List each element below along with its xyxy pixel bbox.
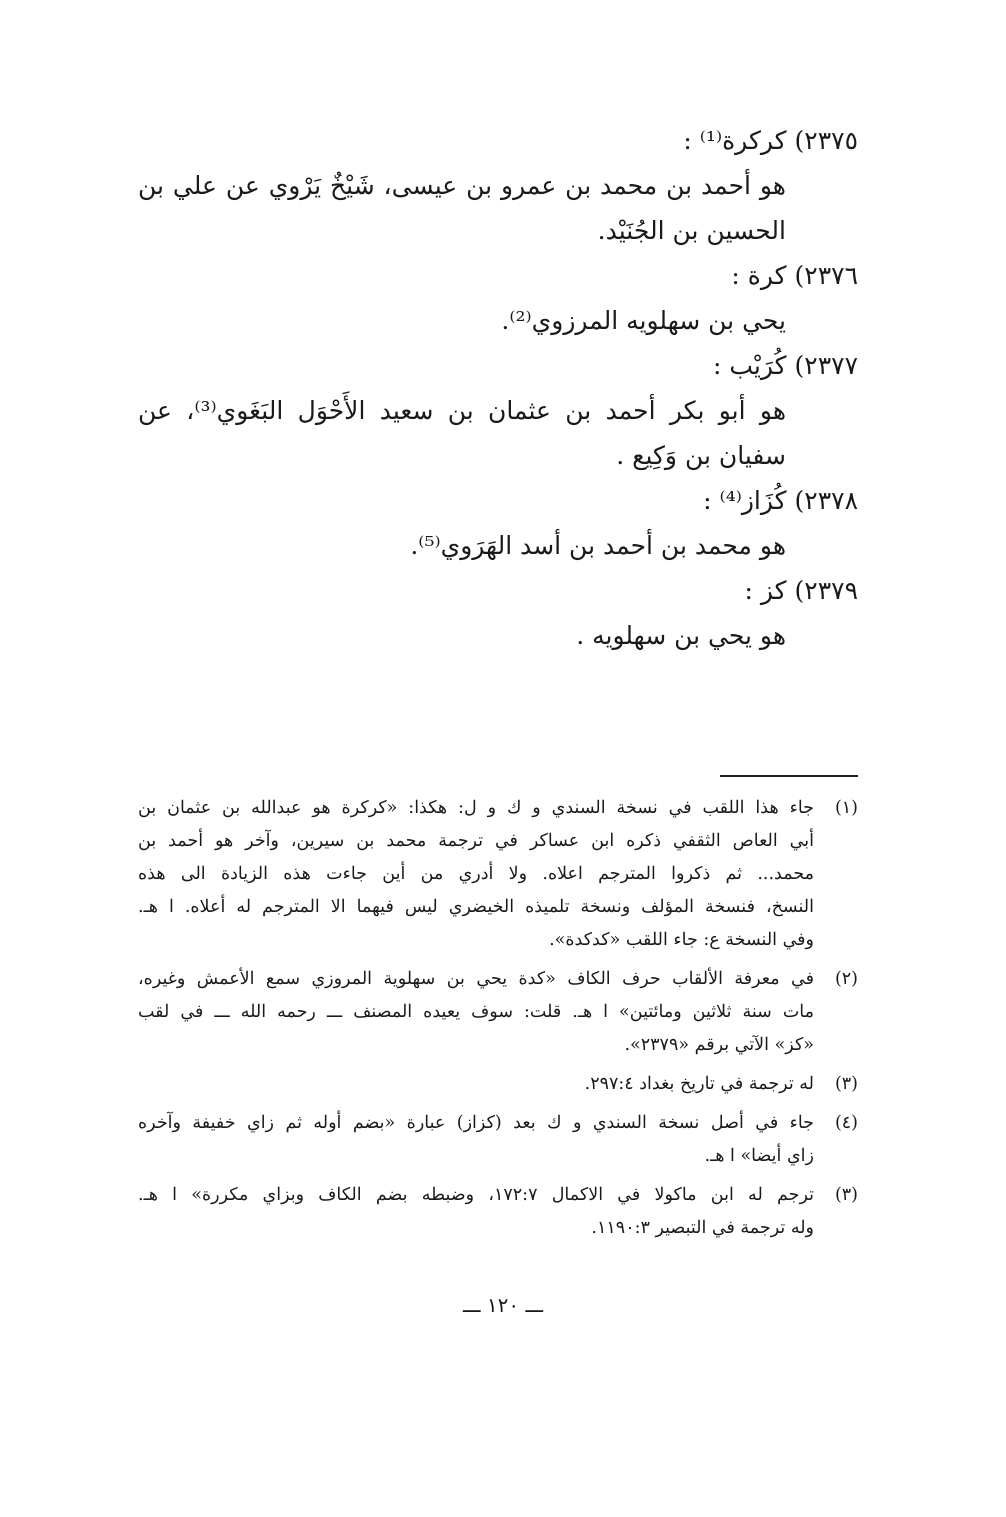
footnote-line: زاي أيضا» ا هـ. <box>704 1146 814 1166</box>
footnote-marker: (٣) <box>834 1185 858 1205</box>
page-number: ـــ ١٢٠ ـــ <box>462 1293 544 1317</box>
entry-heading: ٢٣٧٥) كركرة⁽¹⁾ : <box>683 126 858 155</box>
entry <box>138 253 858 343</box>
entry-heading: ٢٣٧٨) كُزَاز⁽⁴⁾ : <box>703 486 858 515</box>
footnote-line: في معرفة الألقاب حرف الكاف «كدة يحي بن سهلوية المروزي سمع الأعمش وغيره، <box>138 969 814 989</box>
entry-line: الحسين بن الجُنَيْد. <box>597 216 786 245</box>
entry-text <box>138 163 858 253</box>
footnote-line: «كز» الآتي برقم «٢٣٧٩». <box>624 1035 814 1055</box>
entry-line: هو يحي بن سهلويه . <box>576 621 786 650</box>
entry-line: سفيان بن وَكِيع . <box>616 441 786 470</box>
entry-text <box>138 298 858 343</box>
footnotes-list <box>138 792 858 1251</box>
footnote-marker: (٤) <box>834 1113 858 1133</box>
entry <box>138 118 858 253</box>
footnote <box>138 963 858 1062</box>
footnote <box>138 1068 858 1101</box>
entry-text <box>138 388 858 478</box>
footnote <box>138 1107 858 1173</box>
footnote-line: ترجم له ابن ماكولا في الاكمال ١٧٢:٧، وضبطه بضم الكاف وبزاي مكررة» ا هـ. <box>138 1185 814 1205</box>
footnote-marker: (٢) <box>834 969 858 989</box>
footnote-marker: (٣) <box>834 1074 858 1094</box>
footnote-marker: (١) <box>834 798 858 818</box>
footnote <box>138 1179 858 1245</box>
entry <box>138 478 858 568</box>
entry-line: هو أبو بكر أحمد بن عثمان بن سعيد الأَحْوَل البَغَوي⁽³⁾، عن <box>138 396 787 425</box>
footnote-line: أبي العاص الثقفي ذكره ابن عساكر في ترجمة محمد بن سيرين، وآخر هو أحمد بن <box>138 831 814 851</box>
footnote-line: له ترجمة في تاريخ بغداد ٢٩٧:٤. <box>584 1074 814 1094</box>
entry-line: هو محمد بن أحمد بن أسد الهَرَوي⁽⁵⁾. <box>410 531 786 560</box>
footnote-line: وفي النسخة ع: جاء اللقب «كدكدة». <box>549 930 814 950</box>
entry <box>138 568 858 658</box>
entry-heading: ٢٣٧٧) كُرَيْب : <box>713 351 858 380</box>
entry-line: هو أحمد بن محمد بن عمرو بن عيسى، شَيْخٌ يَرْوي عن علي بن <box>138 171 786 200</box>
footnote-divider <box>720 775 858 777</box>
entry-heading: ٢٣٧٩) كز : <box>744 576 858 605</box>
footnote-text <box>138 1068 814 1101</box>
footnote <box>138 792 858 957</box>
entry-text <box>138 523 858 568</box>
entry-line: يحي بن سهلويه المرزوي⁽²⁾. <box>501 306 786 335</box>
footnote-text <box>138 1179 814 1245</box>
footnote-line: جاء هذا اللقب في نسخة السندي و ك و ل: هكذا: «كركرة هو عبدالله بن عثمان بن <box>138 798 814 818</box>
entry-heading: ٢٣٧٦) كرة : <box>731 261 858 290</box>
footnote-line: مات سنة ثلاثين ومائتين» ا هـ. قلت: سوف يعيده المصنف ـــ رحمه الله ـــ في لقب <box>138 1002 814 1022</box>
entry-text <box>138 613 858 658</box>
entries-list <box>138 118 858 658</box>
footnote-line: محمد... ثم ذكروا المترجم اعلاه. ولا أدري من أين جاءت هذه الزيادة الى هذه <box>138 864 814 884</box>
footnote-text <box>138 963 814 1062</box>
footnote-text <box>138 1107 814 1173</box>
footnote-line: جاء في أصل نسخة السندي و ك بعد (كزاز) عبارة «بضم أوله ثم زاي خفيفة وآخره <box>138 1113 814 1133</box>
entry <box>138 343 858 478</box>
footnote-line: وله ترجمة في التبصير ١١٩٠:٣. <box>591 1218 814 1238</box>
footnote-line: النسخ، فنسخة المؤلف ونسخة تلميذه الخيضري ليس فيهما الا المترجم له أعلاه. ا هـ. <box>138 897 814 917</box>
footnote-text <box>138 792 814 957</box>
